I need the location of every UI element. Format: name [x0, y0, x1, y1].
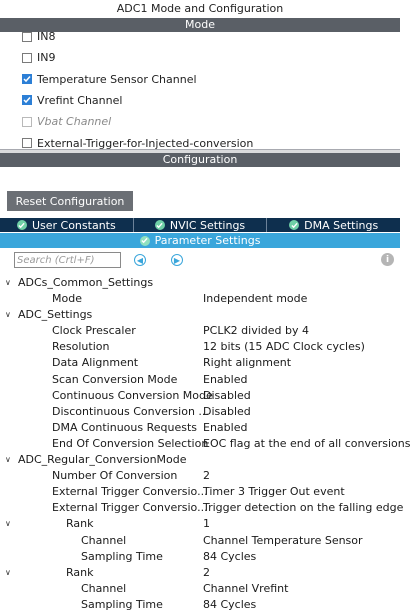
config-tabs	[0, 218, 400, 232]
param-row-rank1-sampling-time[interactable]: Sampling Time 84 Cycles	[81, 549, 257, 563]
mode-item-label: IN8	[37, 30, 56, 43]
mode-list	[0, 26, 400, 149]
param-row-external-trigger-source[interactable]: External Trigger Conversio... Timer 3 Trigger Out event	[52, 485, 345, 499]
mode-item-temperature-sensor[interactable]	[22, 68, 400, 89]
reset-configuration-button[interactable]: Reset Configuration	[7, 191, 133, 211]
param-row-rank1-channel[interactable]: Channel Channel Temperature Sensor	[81, 533, 363, 547]
checkbox-checked[interactable]	[22, 95, 32, 105]
next-arrow-icon[interactable]: ▶	[171, 254, 183, 266]
mode-item-vbat	[22, 111, 400, 132]
tab-dma-settings[interactable]	[267, 218, 400, 232]
param-row-rank2-channel[interactable]: Channel Channel Vrefint	[81, 581, 289, 595]
mode-item-label: IN9	[37, 51, 56, 65]
param-row-discontinuous-conversion[interactable]: Discontinuous Conversion ... Disabled	[52, 404, 251, 418]
param-row-continuous-conversion-mode[interactable]: Continuous Conversion Mode Disabled	[52, 388, 251, 402]
mode-item-label: External-Trigger-for-Injected-conversion	[37, 136, 254, 150]
parameter-tree	[0, 275, 410, 613]
check-circle-icon	[17, 220, 27, 230]
search-input[interactable]	[14, 252, 121, 268]
checkbox[interactable]	[22, 53, 32, 63]
previous-arrow-icon[interactable]: ◀	[134, 254, 146, 266]
param-row-dma-continuous-requests[interactable]: DMA Continuous Requests Enabled	[52, 420, 248, 434]
param-row-rank2-sampling-time[interactable]: Sampling Time 84 Cycles	[81, 597, 257, 611]
checkbox[interactable]	[22, 32, 32, 42]
param-row-clock-prescaler[interactable]: Clock Prescaler PCLK2 divided by 4	[52, 324, 309, 338]
tree-node-rank-1[interactable]: ∨ Rank 1	[0, 516, 400, 532]
checkbox-disabled	[22, 117, 32, 127]
mode-item-label: Vbat Channel	[37, 115, 112, 129]
check-circle-icon	[155, 220, 165, 230]
mode-item-in8[interactable]	[22, 26, 400, 47]
param-row-external-trigger-edge[interactable]: External Trigger Conversio... Trigger detection on the falling edge	[52, 501, 404, 515]
info-icon[interactable]: i	[381, 253, 394, 266]
param-row-data-alignment[interactable]: Data Alignment Right alignment	[52, 356, 292, 370]
configuration-section-header: Configuration	[0, 153, 400, 167]
tab-parameter-settings[interactable]	[0, 233, 400, 248]
check-circle-icon	[289, 220, 299, 230]
check-circle-icon	[140, 236, 150, 246]
search-bar	[0, 251, 400, 271]
mode-item-in9[interactable]	[22, 47, 400, 68]
param-row-number-of-conversion[interactable]: Number Of Conversion 2	[52, 469, 210, 483]
tree-node-rank-2[interactable]: ∨ Rank 2	[0, 565, 400, 581]
param-row-scan-conversion-mode[interactable]: Scan Conversion Mode Enabled	[52, 372, 248, 386]
mode-item-label: Temperature Sensor Channel	[37, 72, 197, 86]
tab-label: DMA Settings	[304, 218, 379, 232]
param-row-end-of-conversion-selection[interactable]: End Of Conversion Selection EOC flag at the end of all conversions	[52, 436, 410, 450]
chevron-down-icon[interactable]: ∨	[5, 455, 11, 465]
tree-group-regular-conversion[interactable]: ∨ ADC_Regular_ConversionMode	[0, 452, 400, 468]
checkbox[interactable]	[22, 138, 32, 148]
tab-label: NVIC Settings	[169, 218, 246, 232]
mode-item-vrefint[interactable]	[22, 90, 400, 111]
chevron-down-icon[interactable]: ∨	[5, 567, 11, 577]
param-row-resolution[interactable]: Resolution 12 bits (15 ADC Clock cycles)	[52, 340, 365, 354]
chevron-down-icon[interactable]: ∨	[5, 519, 11, 529]
mode-section-header: Mode	[0, 18, 400, 32]
mode-item-external-trigger-injected[interactable]	[22, 133, 400, 154]
tab-label: Parameter Settings	[154, 234, 261, 247]
tree-group-adcs-common[interactable]: ∨ ADCs_Common_Settings	[0, 275, 400, 291]
tree-group-adc-settings[interactable]: ∨ ADC_Settings	[0, 307, 400, 323]
tab-label: User Constants	[31, 218, 116, 232]
param-row-mode[interactable]: Mode Independent mode	[52, 292, 308, 306]
chevron-down-icon[interactable]: ∨	[5, 278, 11, 287]
window-title: ADC1 Mode and Configuration	[116, 2, 284, 15]
mode-item-label: Vrefint Channel	[37, 93, 123, 107]
checkbox-checked[interactable]	[22, 74, 32, 84]
tab-nvic-settings[interactable]	[134, 218, 268, 232]
chevron-down-icon[interactable]: ∨	[5, 310, 11, 320]
tab-user-constants[interactable]	[0, 218, 134, 232]
